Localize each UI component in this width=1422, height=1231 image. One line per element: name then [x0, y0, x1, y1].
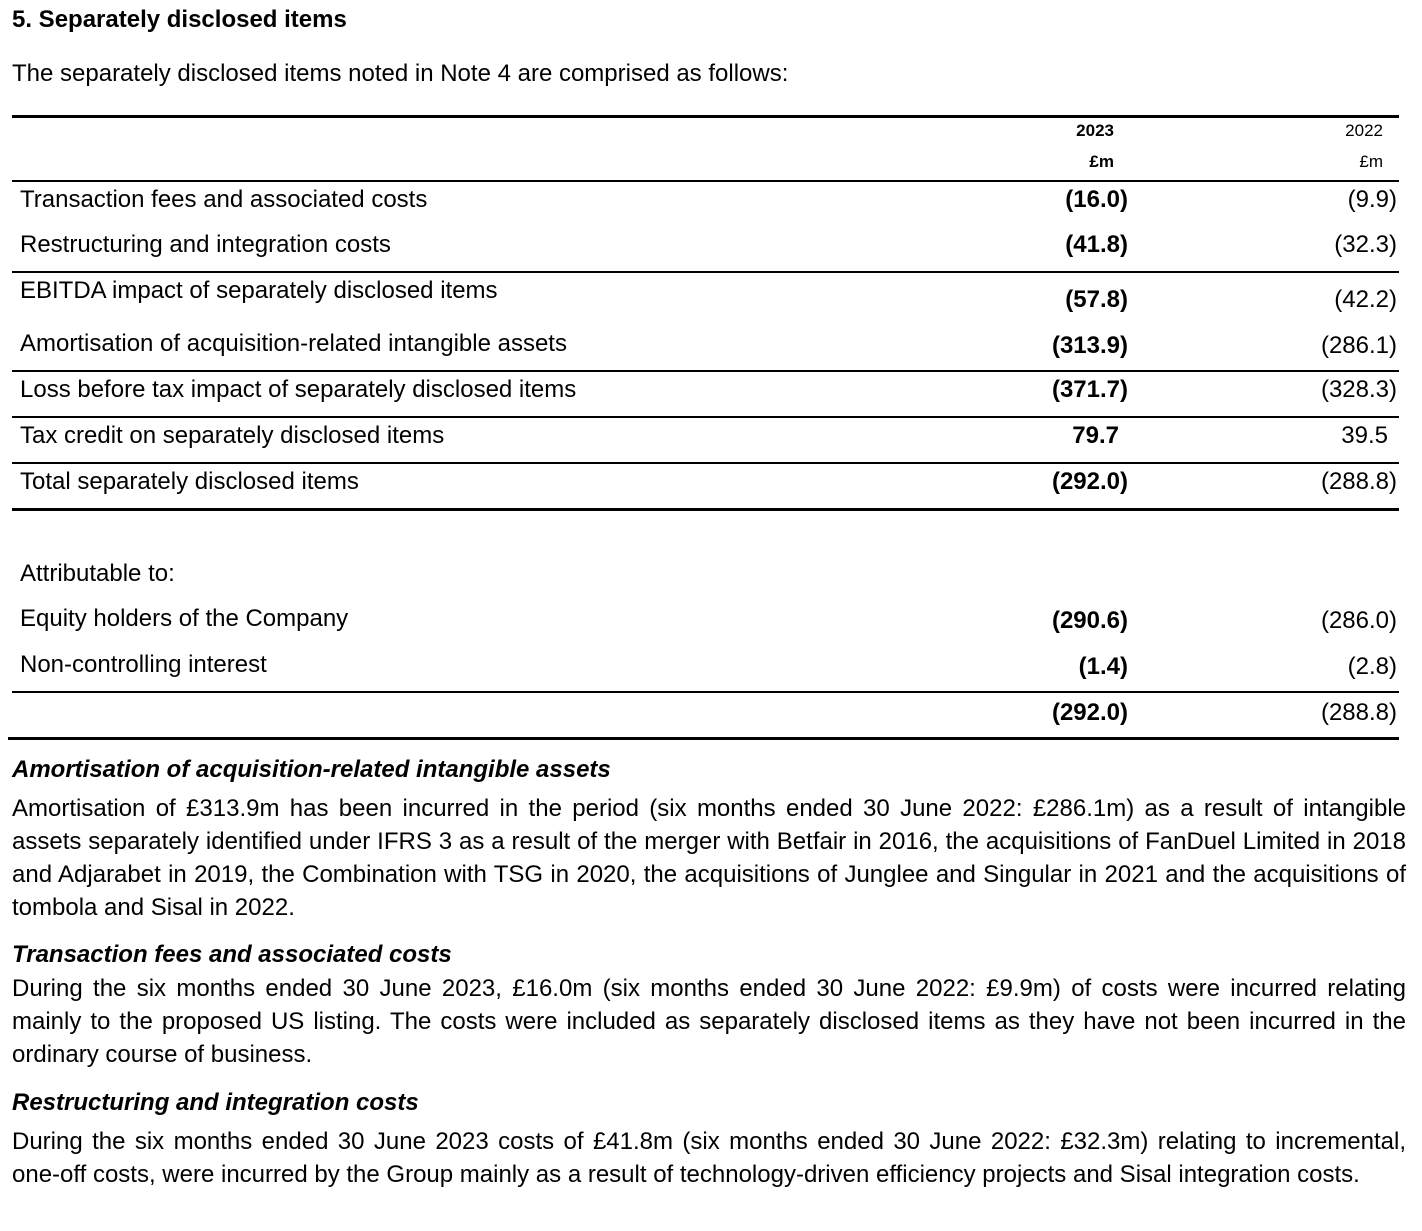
value-2022: (9.9): [1347, 186, 1397, 213]
col-2023-year: 2023: [1076, 121, 1114, 140]
row-rule: [12, 416, 1399, 418]
attrib-subtotal-rule: [12, 691, 1399, 693]
row-label: Restructuring and integration costs: [20, 231, 391, 258]
row-rule: [12, 462, 1399, 464]
value-2023: (16.0): [1065, 186, 1128, 213]
section-paragraph: During the six months ended 30 June 2023, £16.0m (six months ended 30 June 2022: £9.9m) of costs were incurred relating mainly to the proposed US listing. The costs were included as separately disclosed items as they have not been incurred in the ordinary course of business.: [12, 975, 1406, 1068]
value-2023: (292.0): [1051, 468, 1128, 495]
section-paragraph: Amortisation of £313.9m has been incurred in the period (six months ended 30 June 2022: £286.1m) as a result of intangible assets separately identified under IFRS 3 as a result of the merger with Betfair in 2016, the acquisitions of FanDuel Limited in 2018 and Adjarabet in 2019, the Combination with TSG in 2020, the acquisitions of Junglee and Singular in 2021 and the acquisitions of tombola and Sisal in 2022.: [12, 795, 1406, 921]
section-heading: Transaction fees and associated costs: [12, 941, 452, 968]
note-title: 5. Separately disclosed items: [12, 6, 347, 33]
attrib-total-2022: (288.8): [1320, 699, 1397, 726]
col-2023-unit: £m: [1089, 152, 1114, 171]
value-2023: (371.7): [1051, 376, 1128, 403]
section-heading: Restructuring and integration costs: [12, 1089, 419, 1116]
value-2022: (32.3): [1334, 231, 1397, 258]
col-2022-year: 2022: [1345, 121, 1383, 140]
value-2022: (286.0): [1320, 607, 1397, 634]
value-2023: (41.8): [1065, 231, 1128, 258]
table-bottom-rule: [8, 737, 1399, 740]
intro-text: The separately disclosed items noted in Note 4 are comprised as follows:: [12, 60, 789, 87]
value-2022: (2.8): [1347, 653, 1397, 680]
row-label: Amortisation of acquisition-related intangible assets: [20, 330, 567, 357]
col-2022-unit: £m: [1359, 152, 1383, 171]
total-rule: [12, 508, 1399, 511]
row-label: Total separately disclosed items: [20, 468, 359, 495]
row-label: Non-controlling interest: [20, 651, 267, 678]
row-label: EBITDA impact of separately disclosed items: [20, 277, 498, 304]
value-2023: (57.8): [1065, 286, 1128, 313]
table-top-rule: [12, 115, 1399, 118]
value-2023: (313.9): [1051, 332, 1128, 359]
value-2022: (42.2): [1334, 286, 1397, 313]
row-label: Loss before tax impact of separately disclosed items: [20, 376, 577, 403]
value-2022: (286.1): [1320, 332, 1397, 359]
value-2022: (288.8): [1320, 468, 1397, 495]
value-2023: (290.6): [1051, 607, 1128, 634]
value-2023: 79.7: [1072, 422, 1119, 449]
section-heading: Amortisation of acquisition-related intangible assets: [12, 756, 611, 783]
subtotal-rule: [12, 271, 1399, 273]
section-paragraph: During the six months ended 30 June 2023 costs of £41.8m (six months ended 30 June 2022: £32.3m) relating to incremental, one-off costs, were incurred by the Group mainly as a result of technology-driven efficiency projects and Sisal integration costs.: [12, 1128, 1406, 1188]
row-label: Tax credit on separately disclosed items: [20, 422, 445, 449]
row-label: Equity holders of the Company: [20, 605, 349, 632]
attrib-total-2023: (292.0): [1051, 699, 1128, 726]
value-2022: 39.5: [1341, 422, 1388, 449]
subtotal-rule: [12, 370, 1399, 372]
attributable-label: Attributable to:: [20, 560, 175, 587]
value-2022: (328.3): [1320, 376, 1397, 403]
header-rule: [12, 180, 1399, 182]
value-2023: (1.4): [1078, 653, 1128, 680]
row-label: Transaction fees and associated costs: [20, 186, 428, 213]
